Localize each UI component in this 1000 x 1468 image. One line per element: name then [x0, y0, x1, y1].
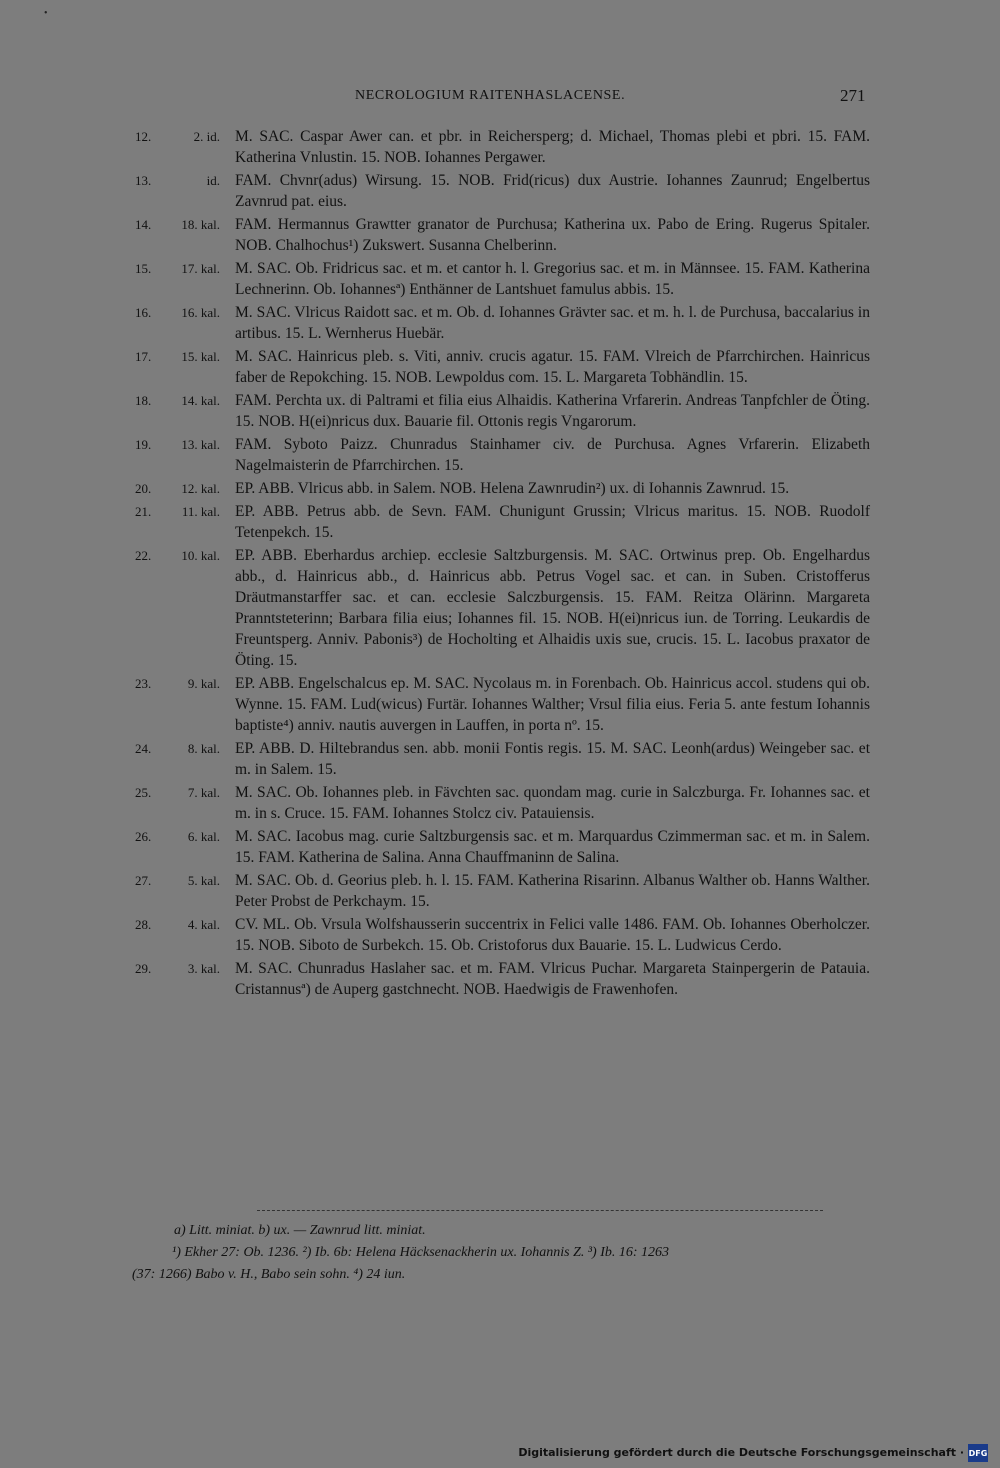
footnote-letters: a) Litt. miniat. b) ux. — Zawnrud litt. miniat.: [174, 1223, 426, 1238]
entry-text: FAM. Hermannus Grawtter granator de Purchusa; Katherina ux. Pabo de Ering. Rugerus Spitaler. NOB. Chalhochus¹) Zukswert. Susanna Chelberinn.: [235, 216, 870, 254]
entry-date: 16. kal.: [181, 305, 220, 320]
entry-text: M. SAC. Vlricus Raidott sac. et m. Ob. d. Iohannes Grävter sac. et m. h. l. de Purchusa, baccalarius in artibus. 15. L. Wernherus Huebär.: [235, 304, 870, 342]
entry-text: M. SAC. Caspar Awer can. et pbr. in Reichersperg; d. Michael, Thomas plebi et pbri. 15. FAM. Katherina Vnlustin. 15. NOB. Iohannes Pergawer.: [235, 128, 870, 166]
dfg-credit: Digitalisierung gefördert durch die Deutsche Forschungsgemeinschaft ·: [518, 1446, 964, 1459]
entry-number: 20.: [135, 481, 152, 496]
entry-date: 3. kal.: [187, 961, 220, 976]
entry-number: 17.: [135, 349, 152, 364]
entry-number: 21.: [135, 504, 152, 519]
entry-row: [0, 258, 1000, 300]
entry-text: CV. ML. Ob. Vrsula Wolfshausserin succentrix in Felici valle 1486. FAM. Ob. Iohannes Oberholczer. 15. NOB. Siboto de Surbekch. 15. Ob. Cristoforus dux Bauarie. 15. L. Ludwicus Cerdo.: [235, 916, 870, 954]
footnotes: [132, 1220, 872, 1286]
entry-number: 18.: [135, 393, 152, 408]
entry-text: M. SAC. Hainricus pleb. s. Viti, anniv. crucis agatur. 15. FAM. Vlreich de Pfarrchirchen. Hainricus faber de Repokching. 15. NOB. Lewpoldus com. 15. L. Margareta Tobhändlin. 15.: [235, 348, 870, 386]
entry-row: [0, 390, 1000, 432]
entry-text: M. SAC. Ob. Iohannes pleb. in Fävchten sac. quondam mag. curie in Salczburga. Fr. Iohannes sac. et m. in s. Cruce. 15. FAM. Iohannes Stolcz civ. Patauiensis.: [235, 784, 870, 822]
entry-row: [0, 870, 1000, 912]
entry-row: [0, 170, 1000, 212]
entry-date: 7. kal.: [187, 785, 220, 800]
entry-text: EP. ABB. Engelschalcus ep. M. SAC. Nycolaus m. in Forenbach. Ob. Hainricus accol. studens qui ob. Wynne. 15. FAM. Lud(wicus) Furtär. Iohannes Walther; Vrsul filia eius. Feria 5. ante festum Iohannis baptiste⁴) anniv. nautis auvergen in Lauffen, in porta nº. 15.: [235, 675, 870, 734]
entry-text: FAM. Perchta ux. di Paltrami et filia eius Alhaidis. Katherina Vrfarerin. Andreas Tanpfchler de Öting. 15. NOB. H(ei)nricus dux. Bauarie fil. Ottonis regis Vngarorum.: [235, 392, 870, 430]
dfg-logo-icon: DFG: [968, 1444, 988, 1462]
entry-date: 13. kal.: [181, 437, 220, 452]
entry-date: 18. kal.: [181, 217, 220, 232]
entry-row: [0, 434, 1000, 476]
entry-number: 16.: [135, 305, 152, 320]
entry-row: [0, 126, 1000, 168]
entry-date: 9. kal.: [187, 676, 220, 691]
entry-number: 26.: [135, 829, 152, 844]
entry-number: 25.: [135, 785, 152, 800]
entry-number: 28.: [135, 917, 152, 932]
entry-date: 14. kal.: [181, 393, 220, 408]
footnote-numbered-2: (37: 1266) Babo v. H., Babo sein sohn. ⁴) 24 iun.: [132, 1267, 406, 1282]
entry-number: 12.: [135, 129, 152, 144]
entry-text: EP. ABB. Petrus abb. de Sevn. FAM. Chunigunt Grussin; Vlricus maritus. 15. NOB. Ruodolf Tetenpekch. 15.: [235, 503, 870, 541]
entry-row: [0, 214, 1000, 256]
entry-row: [0, 346, 1000, 388]
entry-row: [0, 673, 1000, 736]
page-header: [0, 88, 1000, 112]
entry-number: 14.: [135, 217, 152, 232]
entry-date: 15. kal.: [181, 349, 220, 364]
entry-number: 19.: [135, 437, 152, 452]
digitization-footer: [0, 1440, 1000, 1468]
entry-date: 6. kal.: [187, 829, 220, 844]
entry-date: id.: [206, 173, 220, 188]
entry-text: FAM. Syboto Paizz. Chunradus Stainhamer civ. de Purchusa. Agnes Vrfarerin. Elizabeth Nagelmaisterin de Pfarrchirchen. 15.: [235, 436, 870, 474]
entry-text: M. SAC. Ob. d. Georius pleb. h. l. 15. FAM. Katherina Risarinn. Albanus Walther ob. Hanns Walther. Peter Probst de Perkchaym. 15.: [235, 872, 870, 910]
entry-text: M. SAC. Iacobus mag. curie Saltzburgensis sac. et m. Marquardus Czimmerman sac. et m. in Salem. 15. FAM. Katherina de Salina. Anna Chauffmaninn de Salina.: [235, 828, 870, 866]
entry-text: EP. ABB. D. Hiltebrandus sen. abb. monii Fontis regis. 15. M. SAC. Leonh(ardus) Weingeber sac. et m. in Salem. 15.: [235, 740, 870, 778]
entry-row: [0, 545, 1000, 671]
entry-number: 23.: [135, 676, 152, 691]
entry-number: 22.: [135, 548, 152, 563]
entry-date: 4. kal.: [187, 917, 220, 932]
entry-number: 27.: [135, 873, 152, 888]
entry-number: 24.: [135, 741, 152, 756]
entry-number: 29.: [135, 961, 152, 976]
entry-date: 2. id.: [193, 129, 220, 144]
entry-row: [0, 501, 1000, 543]
footnote-divider: [257, 1210, 823, 1211]
footnote-numbered-1: ¹) Ekher 27: Ob. 1236. ²) Ib. 6b: Helena Häcksenackherin ux. Iohannis Z. ³) Ib. 16: 1263: [172, 1245, 670, 1260]
entry-date: 10. kal.: [181, 548, 220, 563]
entry-date: 17. kal.: [181, 261, 220, 276]
entry-row: [0, 958, 1000, 1000]
entry-number: 13.: [135, 173, 152, 188]
entry-number: 15.: [135, 261, 152, 276]
entry-row: [0, 738, 1000, 780]
scan-dot: •: [44, 8, 48, 19]
necrology-entries: [0, 126, 1000, 1002]
entry-row: [0, 782, 1000, 824]
entry-date: 12. kal.: [181, 481, 220, 496]
entry-text: EP. ABB. Eberhardus archiep. ecclesie Saltzburgensis. M. SAC. Ortwinus prep. Ob. Engelhardus abb., d. Hainricus abb., d. Hainricus abb. Petrus Vogel sac. et can. in Suben. Cristofferus Dräutmanstarffer sac. et can. ecclesie Salczburgensis. 15. FAM. Reitza Olärinn. Margareta Pranntsteterinn; Barbara filia eius; Iohannes fil. 15. NOB. H(ei)nricus iun. de Torring. Leukardis de Freuntsperg. Anniv. Pabonis³) de Hocholting et Alhaidis uxis sue, crucis. 15. L. Iacobus praxator de Öting. 15.: [235, 547, 870, 669]
entry-date: 8. kal.: [187, 741, 220, 756]
entry-text: M. SAC. Chunradus Haslaher sac. et m. FAM. Vlricus Puchar. Margareta Stainpergerin de Patauia. Cristannusª) de Auperg gastchnecht. NOB. Haedwigis de Frawenhofen.: [235, 960, 870, 998]
entry-date: 5. kal.: [187, 873, 220, 888]
entry-text: EP. ABB. Vlricus abb. in Salem. NOB. Helena Zawnrudin²) ux. di Iohannis Zawnrud. 15.: [235, 480, 790, 497]
entry-row: [0, 478, 1000, 499]
entry-row: [0, 914, 1000, 956]
entry-text: M. SAC. Ob. Fridricus sac. et m. et cantor h. l. Gregorius sac. et m. in Männsee. 15. FAM. Katherina Lechnerinn. Ob. Iohannesª) Enthänner de Lantshuet famulus abbis. 15.: [235, 260, 870, 298]
running-head: NECROLOGIUM RAITENHASLACENSE.: [355, 88, 626, 103]
entry-text: FAM. Chvnr(adus) Wirsung. 15. NOB. Frid(ricus) dux Austrie. Iohannes Zaunrud; Engelbertus Zavnrud pat. eius.: [235, 172, 870, 210]
entry-date: 11. kal.: [181, 504, 220, 519]
entry-row: [0, 302, 1000, 344]
entry-row: [0, 826, 1000, 868]
page-number: 271: [840, 86, 866, 105]
